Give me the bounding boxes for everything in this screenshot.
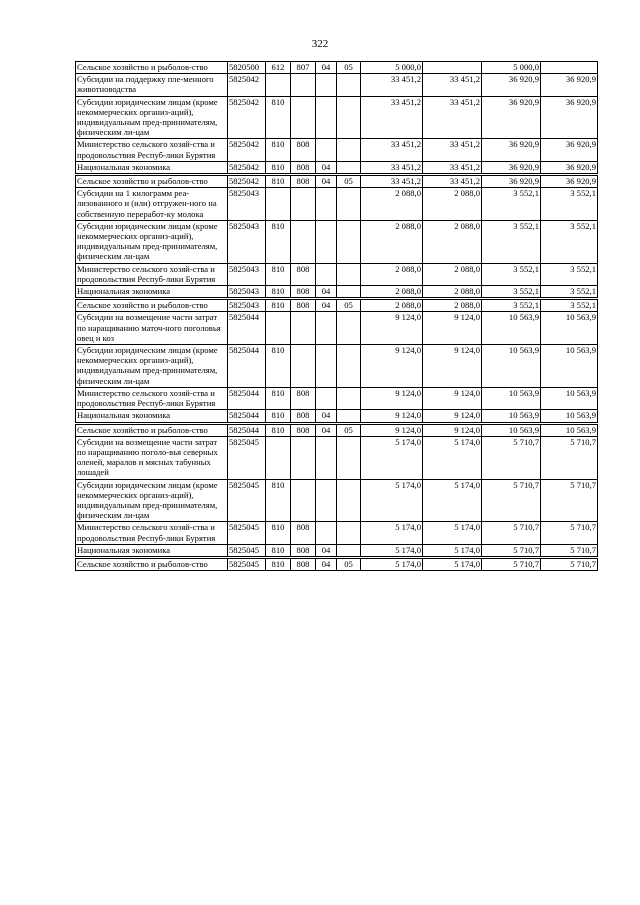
table-row [76,436,598,479]
subsection-cell [337,263,361,285]
target-article-cell: 5825043 [228,188,266,221]
ministry-cell: 807 [291,62,316,74]
section-cell: 04 [316,424,337,436]
ministry-cell [291,312,316,345]
amount-3-cell: 10 563,9 [482,387,541,409]
ministry-cell [291,345,316,388]
section-cell: 04 [316,286,337,298]
row-name-cell: Субсидии на возмещение части затрат по наращиванию поголо-вья северных оленей, маралов и мясных табунных лошадей [76,436,228,479]
row-name-cell: Субсидии юридическим лицам (кроме некоммерческих организ-аций), индивидуальным пред-принимателям, физическим ли-цам [76,96,228,139]
amount-2-cell: 5 174,0 [423,558,482,570]
target-article-cell: 5825042 [228,74,266,96]
table-row [76,220,598,263]
amount-2-cell: 2 088,0 [423,286,482,298]
amount-2-cell: 2 088,0 [423,220,482,263]
amount-1-cell: 5 174,0 [361,558,423,570]
amount-4-cell: 10 563,9 [541,345,598,388]
section-cell: 04 [316,161,337,173]
table-row [76,161,598,173]
amount-3-cell: 3 552,1 [482,188,541,221]
target-article-cell: 5825043 [228,263,266,285]
target-article-cell: 5825042 [228,139,266,161]
amount-1-cell: 33 451,2 [361,176,423,188]
section-cell [316,139,337,161]
ministry-cell: 808 [291,424,316,436]
ministry-cell: 808 [291,300,316,312]
subsection-cell [337,522,361,544]
expense-type-cell [266,436,291,479]
amount-1-cell: 5 174,0 [361,522,423,544]
section-cell: 04 [316,176,337,188]
expense-type-cell: 810 [266,96,291,139]
expense-type-cell: 810 [266,286,291,298]
target-article-cell: 5825044 [228,424,266,436]
subsection-cell [337,188,361,221]
row-name-cell: Сельское хозяйство и рыболов-ство [76,558,228,570]
target-article-cell: 5820500 [228,62,266,74]
subsection-cell [337,312,361,345]
amount-3-cell: 5 710,7 [482,436,541,479]
amount-1-cell: 2 088,0 [361,188,423,221]
amount-1-cell: 33 451,2 [361,161,423,173]
amount-1-cell: 9 124,0 [361,387,423,409]
amount-2-cell: 33 451,2 [423,74,482,96]
amount-4-cell: 10 563,9 [541,410,598,422]
amount-4-cell [541,62,598,74]
row-name-cell: Субсидии юридическим лицам (кроме некоммерческих организ-аций), индивидуальным пред-принимателям, физическим ли-цам [76,220,228,263]
expense-type-cell: 810 [266,558,291,570]
row-name-cell: Субсидии юридическим лицам (кроме некоммерческих организ-аций), индивидуальным пред-принимателям, физическим ли-цам [76,345,228,388]
amount-3-cell: 5 710,7 [482,544,541,556]
amount-3-cell: 3 552,1 [482,300,541,312]
amount-3-cell: 36 920,9 [482,176,541,188]
table-body [76,62,598,571]
table-row [76,345,598,388]
amount-3-cell: 10 563,9 [482,345,541,388]
ministry-cell: 808 [291,263,316,285]
section-cell [316,312,337,345]
target-article-cell: 5825044 [228,312,266,345]
expense-type-cell: 810 [266,345,291,388]
table-row [76,558,598,570]
ministry-cell [291,96,316,139]
section-cell: 04 [316,62,337,74]
target-article-cell: 5825044 [228,410,266,422]
amount-4-cell: 5 710,7 [541,522,598,544]
subsection-cell: 05 [337,300,361,312]
amount-1-cell: 9 124,0 [361,345,423,388]
section-cell: 04 [316,544,337,556]
subsection-cell: 05 [337,558,361,570]
target-article-cell: 5825043 [228,286,266,298]
amount-3-cell: 3 552,1 [482,220,541,263]
row-name-cell: Национальная экономика [76,544,228,556]
amount-2-cell: 2 088,0 [423,188,482,221]
subsection-cell [337,436,361,479]
amount-4-cell: 10 563,9 [541,387,598,409]
amount-1-cell: 5 174,0 [361,479,423,522]
amount-4-cell: 3 552,1 [541,220,598,263]
expense-type-cell [266,312,291,345]
target-article-cell: 5825042 [228,96,266,139]
table-row [76,286,598,298]
amount-3-cell: 5 710,7 [482,479,541,522]
table-row [76,522,598,544]
amount-2-cell: 9 124,0 [423,410,482,422]
amount-3-cell: 10 563,9 [482,312,541,345]
row-name-cell: Сельское хозяйство и рыболов-ство [76,424,228,436]
target-article-cell: 5825045 [228,436,266,479]
ministry-cell: 808 [291,286,316,298]
amount-1-cell: 2 088,0 [361,300,423,312]
ministry-cell [291,220,316,263]
amount-3-cell: 5 710,7 [482,558,541,570]
amount-2-cell: 33 451,2 [423,96,482,139]
amount-3-cell: 36 920,9 [482,161,541,173]
amount-1-cell: 2 088,0 [361,263,423,285]
amount-1-cell: 33 451,2 [361,139,423,161]
amount-1-cell: 5 174,0 [361,436,423,479]
section-cell [316,74,337,96]
section-cell [316,263,337,285]
expense-type-cell: 810 [266,424,291,436]
table-row [76,62,598,74]
expense-type-cell: 810 [266,387,291,409]
row-name-cell: Субсидии юридическим лицам (кроме некоммерческих организ-аций), индивидуальным пред-принимателям, физическим ли-цам [76,479,228,522]
expense-type-cell: 810 [266,176,291,188]
table-row [76,300,598,312]
amount-3-cell: 36 920,9 [482,74,541,96]
subsection-cell: 05 [337,62,361,74]
table-row [76,387,598,409]
amount-4-cell: 36 920,9 [541,74,598,96]
row-name-cell: Субсидии на поддержку пле-менного животноводства [76,74,228,96]
amount-2-cell: 9 124,0 [423,387,482,409]
amount-4-cell: 5 710,7 [541,558,598,570]
ministry-cell: 808 [291,558,316,570]
section-cell [316,96,337,139]
expense-type-cell: 810 [266,139,291,161]
ministry-cell: 808 [291,139,316,161]
row-name-cell: Национальная экономика [76,286,228,298]
subsection-cell [337,410,361,422]
amount-2-cell: 33 451,2 [423,161,482,173]
amount-4-cell: 5 710,7 [541,436,598,479]
section-cell [316,188,337,221]
table-row [76,479,598,522]
ministry-cell [291,436,316,479]
amount-2-cell: 5 174,0 [423,436,482,479]
amount-1-cell: 2 088,0 [361,220,423,263]
row-name-cell: Субсидии на возмещение части затрат по наращиванию маточ-ного поголовья овец и коз [76,312,228,345]
amount-4-cell: 36 920,9 [541,139,598,161]
section-cell [316,522,337,544]
table-row [76,312,598,345]
table-row [76,410,598,422]
amount-4-cell: 10 563,9 [541,424,598,436]
subsection-cell [337,345,361,388]
table-row [76,424,598,436]
expense-type-cell: 810 [266,544,291,556]
section-cell [316,387,337,409]
section-cell: 04 [316,300,337,312]
row-name-cell: Субсидии на 1 килограмм реа-лизованного и (или) отгружен-ного на собственную переработ-ку молока [76,188,228,221]
target-article-cell: 5825045 [228,544,266,556]
section-cell [316,436,337,479]
amount-3-cell: 5 710,7 [482,522,541,544]
expense-type-cell: 810 [266,263,291,285]
subsection-cell [337,220,361,263]
table-row [76,74,598,96]
target-article-cell: 5825042 [228,176,266,188]
amount-4-cell: 10 563,9 [541,312,598,345]
row-name-cell: Сельское хозяйство и рыболов-ство [76,176,228,188]
amount-2-cell: 33 451,2 [423,139,482,161]
expense-type-cell [266,74,291,96]
amount-4-cell: 3 552,1 [541,188,598,221]
subsection-cell [337,74,361,96]
amount-3-cell: 3 552,1 [482,263,541,285]
subsection-cell: 05 [337,176,361,188]
amount-4-cell: 36 920,9 [541,96,598,139]
ministry-cell [291,479,316,522]
expense-type-cell: 612 [266,62,291,74]
row-name-cell: Сельское хозяйство и рыболов-ство [76,300,228,312]
amount-3-cell: 10 563,9 [482,424,541,436]
amount-2-cell: 9 124,0 [423,312,482,345]
amount-3-cell: 3 552,1 [482,286,541,298]
table-row [76,139,598,161]
amount-2-cell: 2 088,0 [423,300,482,312]
amount-1-cell: 33 451,2 [361,74,423,96]
subsection-cell [337,96,361,139]
page-number: 322 [311,38,329,50]
section-cell: 04 [316,558,337,570]
expense-type-cell [266,188,291,221]
subsection-cell [337,161,361,173]
budget-table [75,61,598,571]
row-name-cell: Министерство сельского хозяй-ства и продовольствия Респуб-лики Бурятия [76,522,228,544]
amount-1-cell: 9 124,0 [361,312,423,345]
target-article-cell: 5825042 [228,161,266,173]
ministry-cell: 808 [291,410,316,422]
target-article-cell: 5825043 [228,220,266,263]
amount-4-cell: 3 552,1 [541,300,598,312]
amount-4-cell: 3 552,1 [541,263,598,285]
amount-2-cell: 2 088,0 [423,263,482,285]
amount-3-cell: 36 920,9 [482,139,541,161]
amount-2-cell: 5 174,0 [423,544,482,556]
row-name-cell: Национальная экономика [76,161,228,173]
amount-2-cell: 33 451,2 [423,176,482,188]
expense-type-cell: 810 [266,161,291,173]
target-article-cell: 5825044 [228,345,266,388]
section-cell [316,220,337,263]
row-name-cell: Министерство сельского хозяй-ства и продовольствия Респуб-лики Бурятия [76,263,228,285]
amount-2-cell: 9 124,0 [423,424,482,436]
ministry-cell: 808 [291,176,316,188]
amount-3-cell: 5 000,0 [482,62,541,74]
amount-3-cell: 10 563,9 [482,410,541,422]
target-article-cell: 5825045 [228,558,266,570]
subsection-cell: 05 [337,424,361,436]
ministry-cell: 808 [291,161,316,173]
table-row [76,263,598,285]
amount-2-cell: 9 124,0 [423,345,482,388]
expense-type-cell: 810 [266,410,291,422]
ministry-cell [291,74,316,96]
target-article-cell: 5825045 [228,522,266,544]
table-row [76,544,598,556]
row-name-cell: Сельское хозяйство и рыболов-ство [76,62,228,74]
expense-type-cell: 810 [266,220,291,263]
amount-1-cell: 2 088,0 [361,286,423,298]
subsection-cell [337,544,361,556]
row-name-cell: Национальная экономика [76,410,228,422]
expense-type-cell: 810 [266,522,291,544]
target-article-cell: 5825044 [228,387,266,409]
ministry-cell: 808 [291,522,316,544]
amount-1-cell: 5 000,0 [361,62,423,74]
amount-1-cell: 9 124,0 [361,424,423,436]
amount-4-cell: 36 920,9 [541,176,598,188]
amount-1-cell: 5 174,0 [361,544,423,556]
row-name-cell: Министерство сельского хозяй-ства и продовольствия Респуб-лики Бурятия [76,139,228,161]
table-row [76,188,598,221]
expense-type-cell: 810 [266,300,291,312]
amount-1-cell: 9 124,0 [361,410,423,422]
amount-1-cell: 33 451,2 [361,96,423,139]
section-cell: 04 [316,410,337,422]
amount-2-cell: 5 174,0 [423,479,482,522]
table-row [76,96,598,139]
ministry-cell: 808 [291,544,316,556]
expense-type-cell: 810 [266,479,291,522]
amount-2-cell [423,62,482,74]
ministry-cell [291,188,316,221]
subsection-cell [337,387,361,409]
amount-4-cell: 5 710,7 [541,479,598,522]
amount-4-cell: 36 920,9 [541,161,598,173]
subsection-cell [337,139,361,161]
target-article-cell: 5825043 [228,300,266,312]
row-name-cell: Министерство сельского хозяй-ства и продовольствия Респуб-лики Бурятия [76,387,228,409]
amount-4-cell: 3 552,1 [541,286,598,298]
amount-4-cell: 5 710,7 [541,544,598,556]
amount-2-cell: 5 174,0 [423,522,482,544]
ministry-cell: 808 [291,387,316,409]
table-row [76,176,598,188]
subsection-cell [337,479,361,522]
subsection-cell [337,286,361,298]
section-cell [316,479,337,522]
amount-3-cell: 36 920,9 [482,96,541,139]
section-cell [316,345,337,388]
target-article-cell: 5825045 [228,479,266,522]
